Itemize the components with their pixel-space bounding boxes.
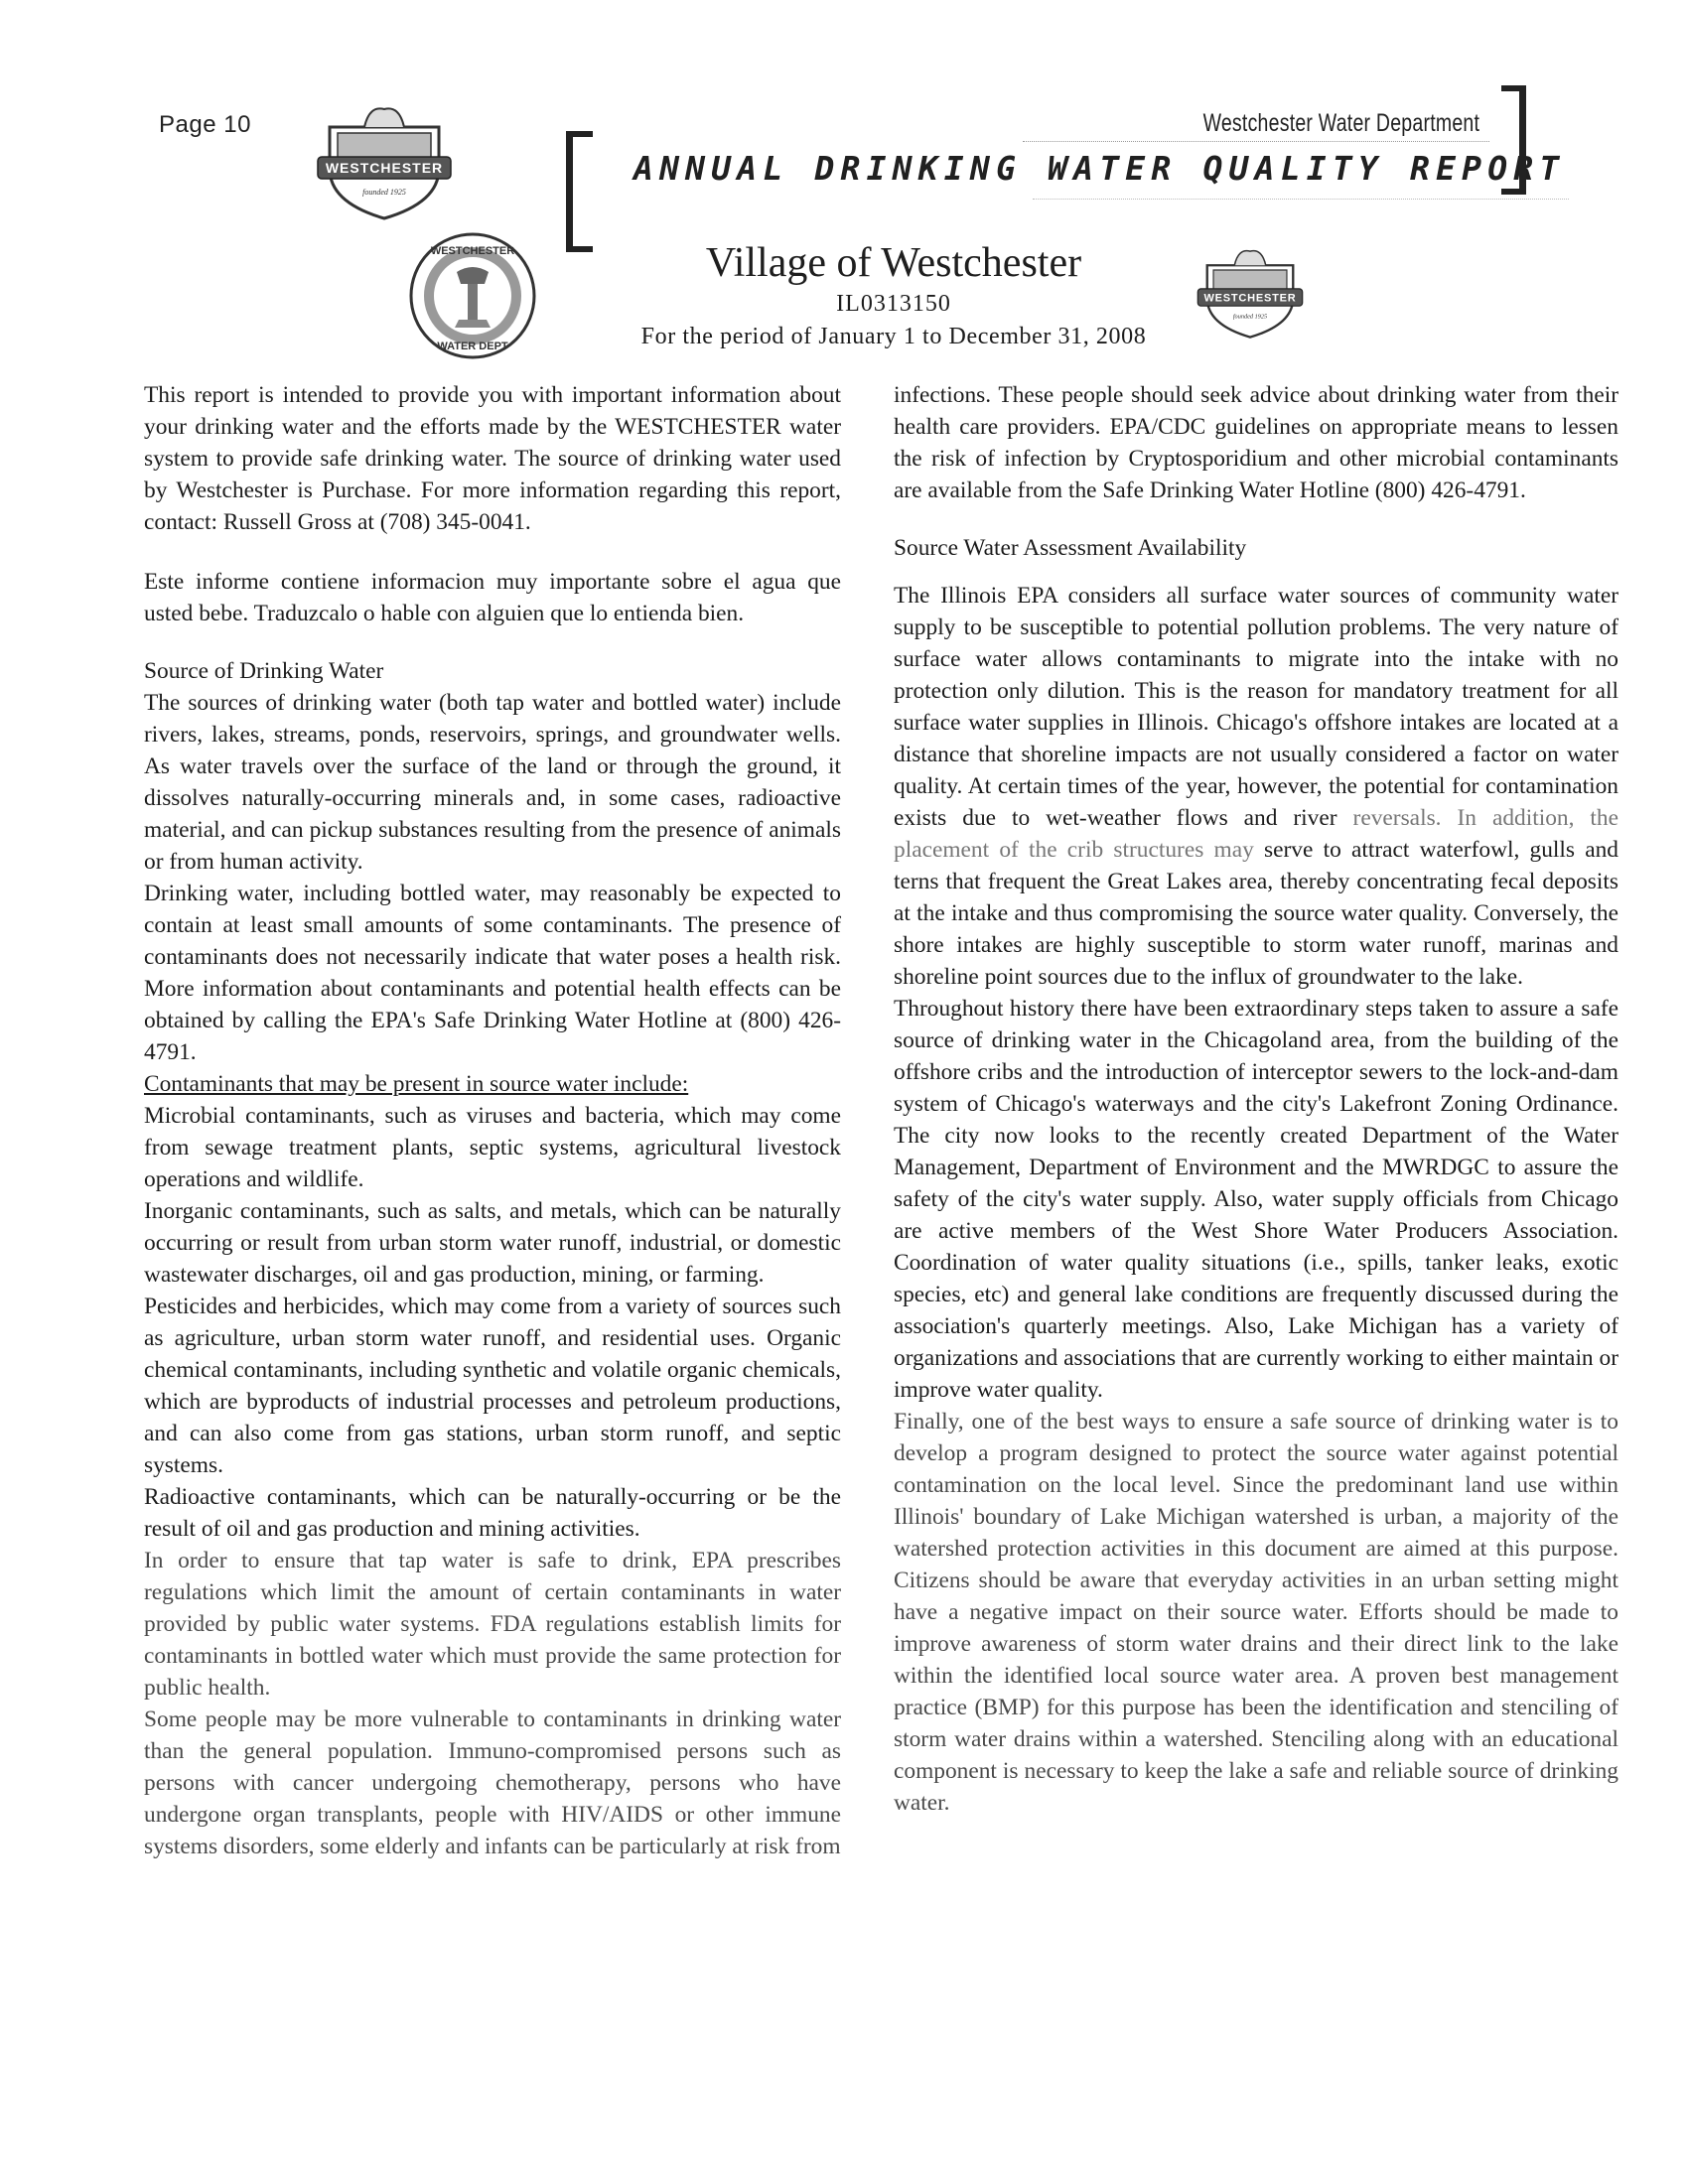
report-period: For the period of January 1 to December 31, 2008 [640, 324, 1147, 349]
inorganic-item: Inorganic contaminants, such as salts, and metals, which can be naturally occurring or result from urban storm water runoff, industrial, or domestic wastewater discharges, oil and gas production, mining, or farming. [144, 1198, 841, 1288]
westchester-shield-logo-small [1192, 240, 1309, 343]
source-heading: Source of Drinking Water [144, 658, 384, 684]
contaminants-paragraph: Drinking water, including bottled water, may reasonably be expected to contain at least small amounts of some contaminants. The presence of contaminants does not necessarily indicate that water poses a health risk. More information about contaminants and potential health effects can be obtained by calling the EPA's Safe Drinking Water Hotline at (800) 426-4791. [144, 881, 841, 1065]
source-paragraph: The sources of drinking water (both tap water and bottled water) include rivers, lakes, streams, ponds, reservoirs, springs, and groundwater wells. As water travels over the surface of the land or through the ground, it dissolves naturally-occurring minerals and, in some cases, radioactive material, and can pickup substances resulting from the presence of animals or from human activity. [144, 690, 841, 875]
vulnerable-paragraph: Some people may be more vulnerable to contaminants in drinking water than the general population. Immuno-compromised persons such as persons with cancer undergoing chemotherapy, persons who have undergone organ transplants, people with HIV/AIDS or other immune systems disorders, some elderly and infants can be particularly at risk from [144, 1706, 841, 1859]
intro-paragraph: This report is intended to provide you with important information about your drinking water and the efforts made by the WESTCHESTER water system to provide safe drinking water. The source of drinking water used by Westchester is Purchase. For more information regarding this report, contact: Russell Gross at (708) 345-0041. [144, 382, 841, 535]
village-name: Village of Westchester [705, 240, 1082, 286]
svg-text:WESTCHESTER: WESTCHESTER [325, 160, 444, 176]
left-column [144, 379, 841, 1862]
header-rule-lower [1033, 199, 1569, 200]
water-dept-round-logo [405, 228, 540, 363]
page-number: Page 10 [159, 111, 251, 138]
right-column [894, 379, 1618, 1819]
regulations-paragraph: In order to ensure that tap water is safe to drink, EPA prescribes regulations which limit the amount of certain contaminants in water provided by public water systems. FDA regulations establish limits for contaminants in bottled water which must provide the same protection for public health. [144, 1548, 841, 1701]
pesticides-item: Pesticides and herbicides, which may come from a variety of sources such as agriculture, urban storm water runoff, and residential uses. Organic chemical contaminants, including synthetic and volatile organic chemicals, which are byproducts of industrial processes and petroleum productions, and can also come from gas stations, urban storm runoff, and septic systems. [144, 1294, 841, 1478]
infections-paragraph: infections. These people should seek advice about drinking water from their health care providers. EPA/CDC guidelines on appropriate means to lessen the risk of infection by Cryptosporidium and other microbial contaminants are available from the Safe Drinking Water Hotline (800) 426-4791. [894, 382, 1618, 503]
microbial-item: Microbial contaminants, such as viruses and bacteria, which may come from sewage treatment plants, septic systems, agricultural livestock operations and wildlife. [144, 1103, 841, 1192]
title-bracket-left [566, 131, 593, 252]
svg-text:founded 1925: founded 1925 [1232, 313, 1268, 321]
assessment-paragraph [894, 580, 1618, 993]
assessment-text-b: reversals. In addition, the placement of the crib structures may [894, 805, 1618, 863]
svg-text:WESTCHESTER: WESTCHESTER [430, 245, 515, 257]
title-bracket-right [1501, 85, 1526, 195]
header-rule [1023, 141, 1489, 142]
assessment-text-a: The Illinois EPA considers all surface water sources of community water supply to be susceptible to potential pollution problems. The very nature of surface water allows contaminants to migrate into the intake with no protection only dilution. This is the reason for mandatory treatment for all surface water supplies in Illinois. Chicago's offshore intakes are located at a distance that shoreline impacts are not usually considered a factor on water quality. At certain times of the year, however, the potential for contamination exists due to wet-weather flows and river [894, 583, 1618, 831]
assessment-text-c: serve to attract waterfowl, gulls and terns that frequent the Great Lakes area, thereby concentrating fecal deposits at the intake and thus compromising the source water quality. Conversely, the shore intakes are highly susceptible to storm water runoff, marinas and shoreline point sources due to the influx of groundwater to the lake. [894, 837, 1618, 990]
department-name: Westchester Water Department [1202, 109, 1479, 137]
radioactive-item: Radioactive contaminants, which can be naturally-occurring or be the result of oil and gas production and mining activities. [144, 1484, 841, 1542]
history-paragraph: Throughout history there have been extraordinary steps taken to assure a safe source of drinking water in the Chicagoland area, from the building of the offshore cribs and the introduction of interceptor sewers to the lock-and-dam system of Chicago's waterways and the city's Lakefront Zoning Ordinance. The city now looks to the recently created Department of the Water Management, Department of Environment and the MWRDGC to assure the safety of the city's water supply. Also, water supply officials from Chicago are active members of the West Shore Water Producers Association. Coordination of water quality situations (i.e., spills, tanker leaks, exotic species, etc) and general lake conditions are frequently discussed during the association's quarterly meetings. Also, Lake Michigan has a variety of organizations and associations that are currently working to either maintain or improve water quality. [894, 996, 1618, 1403]
finally-paragraph: Finally, one of the best ways to ensure a safe source of drinking water is to develop a program designed to protect the source water against potential contamination on the local level. Since the predominant land use within Illinois' boundary of Lake Michigan watershed is urban, a majority of the watershed protection activities in this document are aimed at this purpose. Citizens should be aware that everyday activities in an urban setting might have a negative impact on their source water. Efforts should be made to improve awareness of storm water drains and their direct link to the lake within the identified local source water area. A proven best management practice (BMP) for this purpose has been the identification and stenciling of storm water drains within a watershed. Stenciling along with an educational component is necessary to keep the lake a safe and reliable source of drinking water. [894, 1409, 1618, 1816]
svg-text:WESTCHESTER: WESTCHESTER [1203, 292, 1297, 305]
assessment-heading: Source Water Assessment Availability [894, 535, 1247, 561]
system-id: IL0313150 [836, 291, 951, 317]
title-block [556, 238, 1231, 353]
westchester-shield-logo [310, 99, 459, 222]
spanish-notice: Este informe contiene informacion muy importante sobre el agua que usted bebe. Traduzcalo o hable con alguien que lo entienda bien. [144, 569, 841, 626]
report-title: ANNUAL DRINKING WATER QUALITY REPORT [633, 149, 1566, 188]
svg-text:WATER DEPT: WATER DEPT [437, 341, 508, 352]
contaminants-heading: Contaminants that may be present in source water include: [144, 1071, 689, 1097]
svg-text:founded 1925: founded 1925 [362, 188, 406, 197]
